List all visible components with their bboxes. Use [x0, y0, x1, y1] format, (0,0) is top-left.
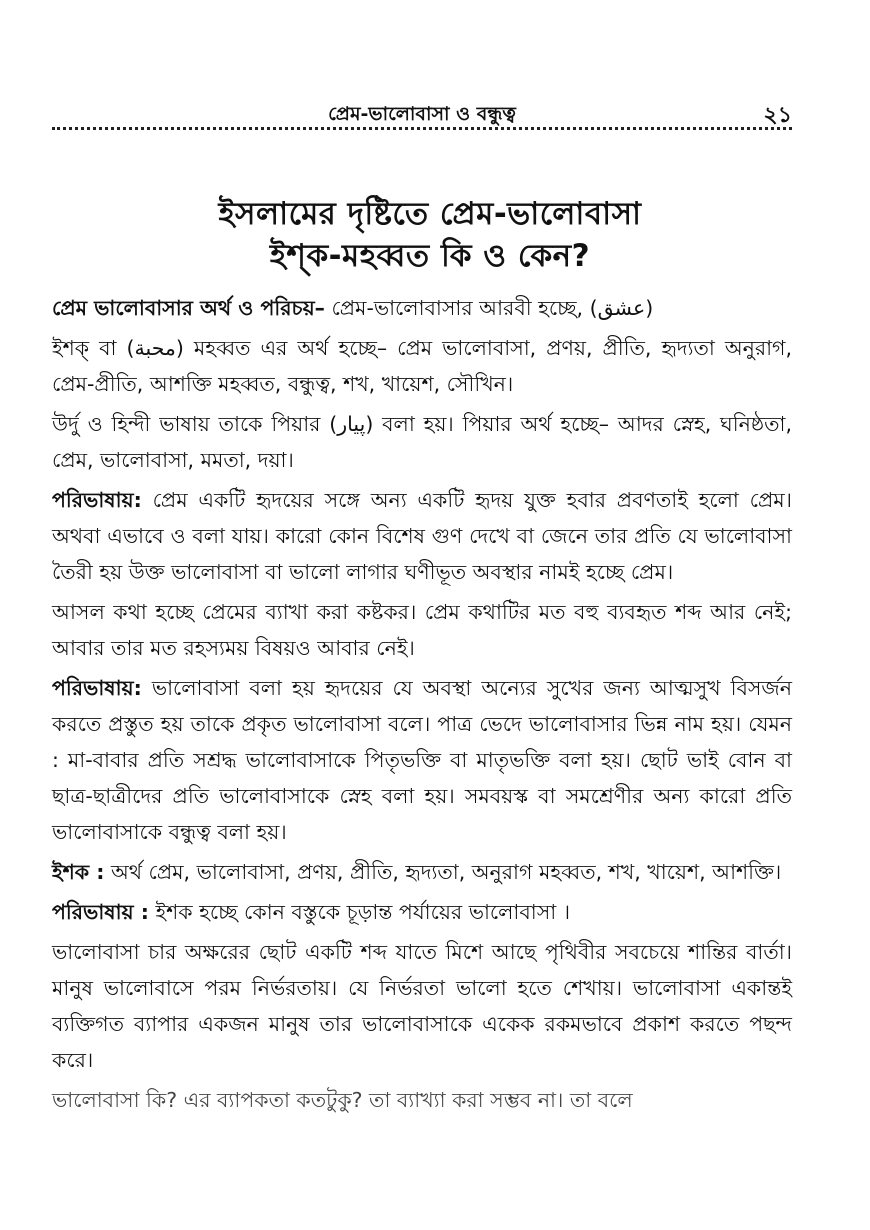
paragraph-love-word: [52, 934, 792, 1078]
urdu-word: پیار: [337, 412, 366, 436]
paragraph-heading: পরিভাষায়:: [52, 488, 142, 512]
paragraph-text: ভালোবাসা কি? এর ব্যাপকতা কতটুকু? তা ব্যাখ্যা করা সম্ভব না। তা বলে: [52, 1088, 633, 1112]
paragraph-heading: প্রেম ভালোবাসার অর্থ ও পরিচয়–: [52, 296, 325, 320]
body-text: [52, 290, 792, 1122]
paragraph-text: ভালোবাসা চার অক্ষরের ছোট একটি শব্দ যাতে মিশে আছে পৃথিবীর সবচেয়ে শান্তির বার্তা। মানুষ ভালোবাসে পরম নির্ভরতায়। যে নির্ভরতা ভালো হতে শেখায়। ভালোবাসা একান্তই ব্যক্তিগত ব্যাপার একজন মানুষ তার ভালোবাসাকে একেক রকমভাবে প্রকাশ করতে পছন্দ করে।: [52, 940, 792, 1072]
paragraph-text-before: উর্দু ও হিন্দী ভাষায় তাকে পিয়ার (: [52, 412, 338, 436]
paragraph-text: প্রেম-ভালোবাসার আরবী হচ্ছে, (: [324, 296, 598, 320]
paragraph-heading: পরিভাষায় :: [52, 900, 149, 924]
paragraph-text: ) বলা হয়। পিয়ার অর্থ হচ্ছে– আদর স্নেহ, ঘনিষ্ঠতা, প্রেম, ভালোবাসা, মমতা, দয়া।: [52, 412, 792, 472]
arabic-word: عشق: [597, 296, 646, 320]
paragraph-definition-3: [52, 894, 792, 930]
paragraph-meaning-intro: [52, 290, 792, 326]
paragraph-text: ) মহব্বত এর অর্থ হচ্ছে– প্রেম ভালোবাসা, প্রণয়, প্রীতি, হৃদ্যতা অনুরাগ, প্রেম-প্রীতি, আশক্তি মহব্বত, বন্ধুত্ব, শখ, খায়েশ, সৌখিন।: [52, 336, 792, 396]
paragraph-urdu-hindi: [52, 406, 792, 478]
page-number: ২১: [763, 103, 792, 128]
paragraph-definition-2: [52, 670, 792, 850]
paragraph-ishq-meaning: [52, 330, 792, 402]
paragraph-text: প্রেম একটি হৃদয়ের সঙ্গে অন্য একটি হৃদয় যুক্ত হবার প্রবণতাই হলো প্রেম। অথবা এভাবে ও বলা যায়। কারো কোন বিশেষ গুণ দেখে বা জেনে তার প্রতি যে ভালোবাসা তৈরী হয় উক্ত ভালোবাসা বা ভালো লাগার ঘণীভূত অবস্থার নামই হচ্ছে প্রেম।: [52, 488, 792, 584]
header-divider: [52, 127, 792, 130]
paragraph-text-before: ইশক্ বা (: [52, 336, 135, 360]
paragraph-text: আসল কথা হচ্ছে প্রেমের ব্যাখা করা কষ্টকর। প্রেম কথাটির মত বহু ব্যবহৃত শব্দ আর নেই; আবার তার মত রহস্যময় বিষয়ও আবার নেই।: [52, 600, 792, 660]
paragraph-definition-1: [52, 482, 792, 590]
paragraph-explanation: [52, 594, 792, 666]
running-title: প্রেম-ভালোবাসা ও বন্ধুত্ব: [328, 103, 516, 125]
paragraph-text-after: ): [645, 296, 654, 320]
paragraph-text: অর্থ প্রেম, ভালোবাসা, প্রণয়, প্রীতি, হৃদ্যতা, অনুরাগ মহব্বত, শখ, খায়েশ, আশক্তি।: [104, 860, 782, 884]
page-header: [52, 96, 792, 126]
paragraph-heading: ইশক :: [52, 860, 105, 884]
chapter-title-line-2: ইশ্‌ক-মহব্বত কি ও কেন?: [269, 238, 591, 274]
paragraph-text: ইশক হচ্ছে কোন বস্তুকে চূড়ান্ত পর্যায়ের ভালোবাসা ।: [148, 900, 571, 924]
paragraph-text: ভালোবাসা বলা হয় হৃদয়ের যে অবস্থা অন্যের সুখের জন্য আত্মসুখ বিসর্জন করতে প্রস্তুত হয় তাকে প্রকৃত ভালোবাসা বলে। পাত্র ভেদে ভালোবাসার ভিন্ন নাম হয়। যেমন : মা-বাবার প্রতি সশ্রদ্ধ ভালোবাসাকে পিতৃভক্তি বা মাতৃভক্তি বলা হয়। ছোট ভাই বোন বা ছাত্র-ছাত্রীদের প্রতি ভালোবাসাকে স্নেহ বলা হয়। সমবয়স্ক বা সমশ্রেণীর অন্য কারো প্রতি ভালোবাসাকে বন্ধুত্ব বলা হয়।: [52, 676, 792, 844]
paragraph-cutoff: [52, 1082, 792, 1118]
paragraph-ishq: [52, 854, 792, 890]
chapter-title-line-1: ইসলামের দৃষ্টিতে প্রেম-ভালোবাসা: [218, 196, 642, 232]
paragraph-heading: পরিভাষায়:: [52, 676, 142, 700]
arabic-word: محبة: [134, 336, 176, 360]
